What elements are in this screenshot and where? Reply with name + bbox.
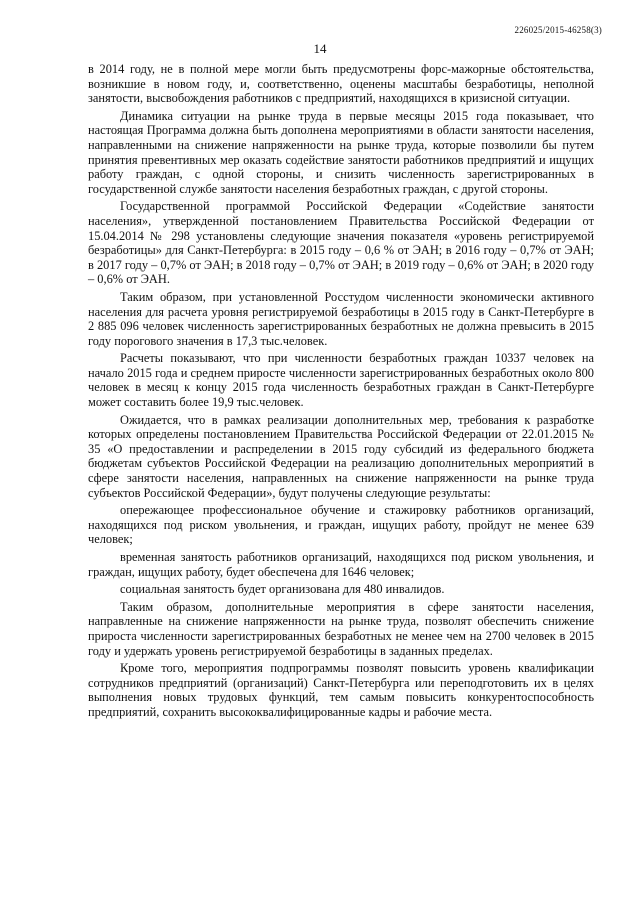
result-item: временная занятость работников организаций, находящихся под риском увольнения, и граждан, ищущих работу, будет обеспечена для 1646 человек; bbox=[88, 550, 594, 579]
paragraph: в 2014 году, не в полной мере могли быть предусмотрены форс-мажорные обстоятельства, возникшие в новом году, и, соответственно, оценены масштабы безработицы, неполной занятости, высвобождения работников с предприятий, находящихся в кризисной ситуации. bbox=[88, 62, 594, 106]
page-number: 14 bbox=[313, 41, 327, 56]
paragraph: Таким образом, при установленной Росстудом численности экономически активного населения для расчета уровня регистрируемой безработицы в 2015 году в Санкт-Петербурге в 2 885 096 человек численность зарегистрированных безработных не должна превысить в 2015 году порогового значения в 17,3 тыс.человек. bbox=[88, 289, 594, 348]
result-item: опережающее профессиональное обучение и стажировку работников организаций, находящихся под риском увольнения, и граждан, ищущих работу, пройдут не менее 639 человек; bbox=[88, 503, 594, 547]
paragraph: Динамика ситуации на рынке труда в первые месяцы 2015 года показывает, что настоящая Программа должна быть дополнена мероприятиями в области занятости населения, направленными на снижение напряженности на рынке труда, которые позволили бы путем принятия превентивных мер оказать содействие занятости работников предприятий и ищущих работу граждан, с одной стороны, и снизить численность зарегистрированных в государственной службе занятости населения безработных граждан, с другой стороны. bbox=[88, 108, 594, 196]
paragraph: Таким образом, дополнительные мероприятия в сфере занятости населения, направленные на снижение напряженности на рынке труда, позволят обеспечить снижение прироста численности зарегистрированных безработных не менее чем на 2700 человек в 2015 году и удержать уровень регистрируемой безработицы в заданных пределах. bbox=[88, 599, 594, 658]
paragraph: Государственной программой Российской Федерации «Содействие занятости населения», утвержденной постановлением Правительства Российской Федерации от 15.04.2014 № 298 установлены следующие значения показателя «уровень регистрируемой безработицы» для Санкт-Петербурга: в 2015 году – 0,6 % от ЭАН; в 2016 году – 0,7% от ЭАН; в 2017 году – 0,7% от ЭАН; в 2018 году – 0,7% от ЭАН; в 2019 году – 0,6% от ЭАН; в 2020 году – 0,6% от ЭАН. bbox=[88, 199, 594, 287]
document-id: 226025/2015-46258(3) bbox=[514, 25, 602, 35]
paragraph: Расчеты показывают, что при численности безработных граждан 10337 человек на начало 2015 года и среднем приросте численности зарегистрированных безработных около 800 человек в месяц к концу 2015 года численность безработных граждан в Санкт-Петербурге может составить более 19,9 тыс.человек. bbox=[88, 351, 594, 410]
result-item: социальная занятость будет организована для 480 инвалидов. bbox=[120, 582, 445, 597]
paragraph: Кроме того, мероприятия подпрограммы позволят повысить уровень квалификации сотрудников предприятий (организаций) Санкт-Петербурга или переподготовить их в целях выполнения новых трудовых функций, тем самым повысить конкурентоспособность предприятий, сохранить высококвалифицированные кадры и рабочие места. bbox=[88, 661, 594, 719]
paragraph: Ожидается, что в рамках реализации дополнительных мер, требования к разработке которых определены постановлением Правительства Российской Федерации от 22.01.2015 № 35 «О предоставлении и распределении в 2015 году субсидий из федерального бюджета бюджетам субъектов Российской Федерации на реализацию дополнительных мероприятий в сфере занятости населения, направленных на снижение напряженности на рынке труда субъектов Российской Федерации», будут получены следующие результаты: bbox=[88, 412, 594, 500]
document-body bbox=[88, 62, 594, 723]
